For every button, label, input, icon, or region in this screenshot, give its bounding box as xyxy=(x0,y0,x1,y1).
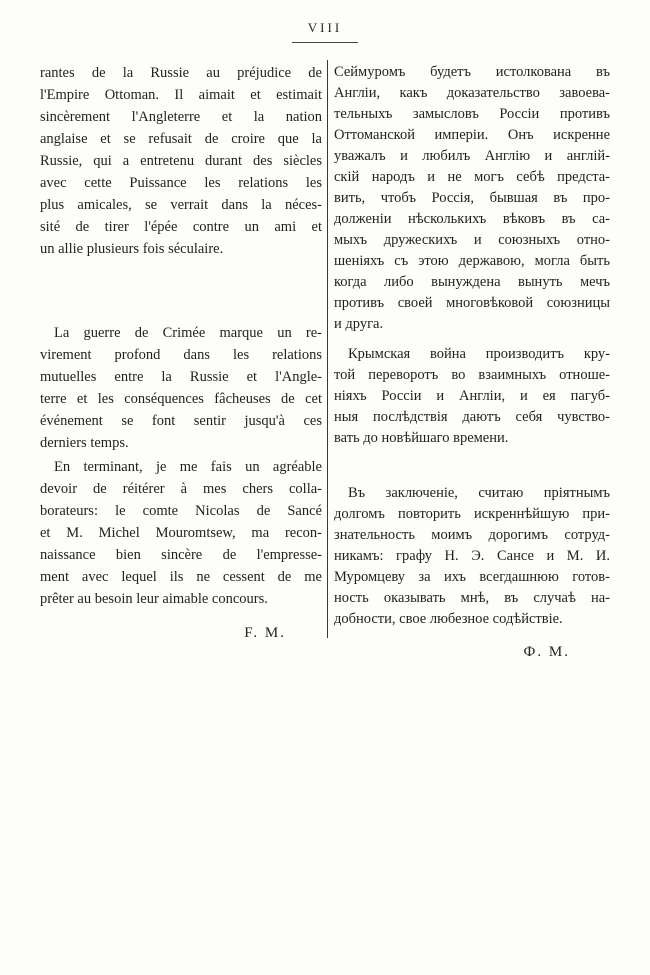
text-line: l'Empire Ottoman. Il aimait et estimait xyxy=(40,87,322,103)
text-line: plus amicales, se verrait dans la néces- xyxy=(40,197,322,213)
text-line: un allie plusieurs fois séculaire. xyxy=(40,241,224,257)
text-line: Russie, qui a entretenu durant des siècles xyxy=(40,153,322,169)
text-line: Оттоманской имперіи. Онъ искренне xyxy=(334,127,610,143)
paragraph-french-3 xyxy=(40,456,322,610)
paragraph-russian-2 xyxy=(334,344,610,449)
text-line: скій народъ и не могъ себѣ предста- xyxy=(334,169,610,185)
text-line: вить, чтобъ Россія, бывшая въ про- xyxy=(334,190,610,206)
column-divider xyxy=(327,60,328,638)
text-line: противъ своей многовѣковой союзницы xyxy=(334,295,610,311)
text-line: никамъ: графу Н. Э. Сансе и М. И. xyxy=(334,548,610,564)
paragraph-french-1 xyxy=(40,62,322,260)
text-line: derniers temps. xyxy=(40,435,129,451)
text-line: La guerre de Crimée marque un re- xyxy=(54,325,322,341)
text-line: avec cette Puissance les relations les xyxy=(40,175,322,191)
text-line: naissance bien sincère de l'empresse- xyxy=(40,547,322,563)
text-line: mutuelles entre la Russie et l'Angle- xyxy=(40,369,322,385)
text-line: Въ заключеніе, считаю пріятнымъ xyxy=(348,485,610,501)
text-line: sincèrement l'Angleterre et la nation xyxy=(40,109,322,125)
text-line: долженіи нѣсколькихъ вѣковъ въ са- xyxy=(334,211,610,227)
text-line: devoir de réitérer à mes chers colla- xyxy=(40,481,322,497)
text-line: En terminant, je me fais un agréable xyxy=(54,459,322,475)
text-line: той переворотъ во взаимныхъ отноше- xyxy=(334,367,610,383)
paragraph-french-2 xyxy=(40,322,322,454)
right-column-russian xyxy=(334,62,610,663)
text-line: Сеймуромъ будетъ истолкована въ xyxy=(334,64,610,80)
text-line: rantes de la Russie au préjudice de xyxy=(40,65,322,81)
text-line: ныя послѣдствія даютъ себя чувство- xyxy=(334,409,610,425)
text-line: уважалъ и любилъ Англію и англій- xyxy=(334,148,610,164)
text-line: добности, свое любезное содѣйствіе. xyxy=(334,611,563,627)
text-line: Муромцеву за ихъ всегдашнюю готов- xyxy=(334,569,610,585)
text-line: когда либо вынуждена вынуть мечъ xyxy=(334,274,610,290)
text-line: долгомъ повторить искреннѣйшую при- xyxy=(334,506,610,522)
text-line: ніяхъ Россіи и Англіи, и ея пагуб- xyxy=(334,388,610,404)
signature-left: F. M. xyxy=(244,625,286,641)
text-line: prêter au besoin leur aimable concours. xyxy=(40,591,268,607)
text-line: знательность моимъ дорогимъ сотруд- xyxy=(334,527,610,543)
paragraph-russian-1 xyxy=(334,62,610,335)
text-line: ment avec lequel ils ne cessent de me xyxy=(40,569,322,585)
text-line: et M. Michel Mouromtsew, ma recon- xyxy=(40,525,322,541)
text-line: шеніяхъ съ этою державою, могла быть xyxy=(334,253,610,269)
text-line: événement se font sentir jusqu'à ces xyxy=(40,413,322,429)
text-line: мыхъ дружескихъ и союзныхъ отно- xyxy=(334,232,610,248)
text-line: Англіи, какъ доказательство завоева- xyxy=(334,85,610,101)
text-columns xyxy=(40,62,610,663)
signature-right: Ф. М. xyxy=(523,644,570,660)
paragraph-russian-3 xyxy=(334,483,610,630)
page-number: VIII xyxy=(307,20,343,35)
left-column-french xyxy=(40,62,322,644)
text-line: borateurs: le comte Nicolas de Sancé xyxy=(40,503,322,519)
text-line: virement profond dans les relations xyxy=(40,347,322,363)
text-line: Крымская война производитъ кру- xyxy=(348,346,610,362)
text-line: и друга. xyxy=(334,316,384,332)
page-header xyxy=(0,20,650,43)
text-line: тельныхъ замысловъ Россіи противъ xyxy=(334,106,610,122)
text-line: вать до новѣйшаго времени. xyxy=(334,430,509,446)
header-rule xyxy=(292,42,358,43)
text-line: ность оказывать мнѣ, въ случаѣ на- xyxy=(334,590,610,606)
text-line: anglaise et se refusait de croire que la xyxy=(40,131,322,147)
text-line: terre et les conséquences fâcheuses de cet xyxy=(40,391,322,407)
text-line: sité de tirer l'épée contre un ami et xyxy=(40,219,322,235)
